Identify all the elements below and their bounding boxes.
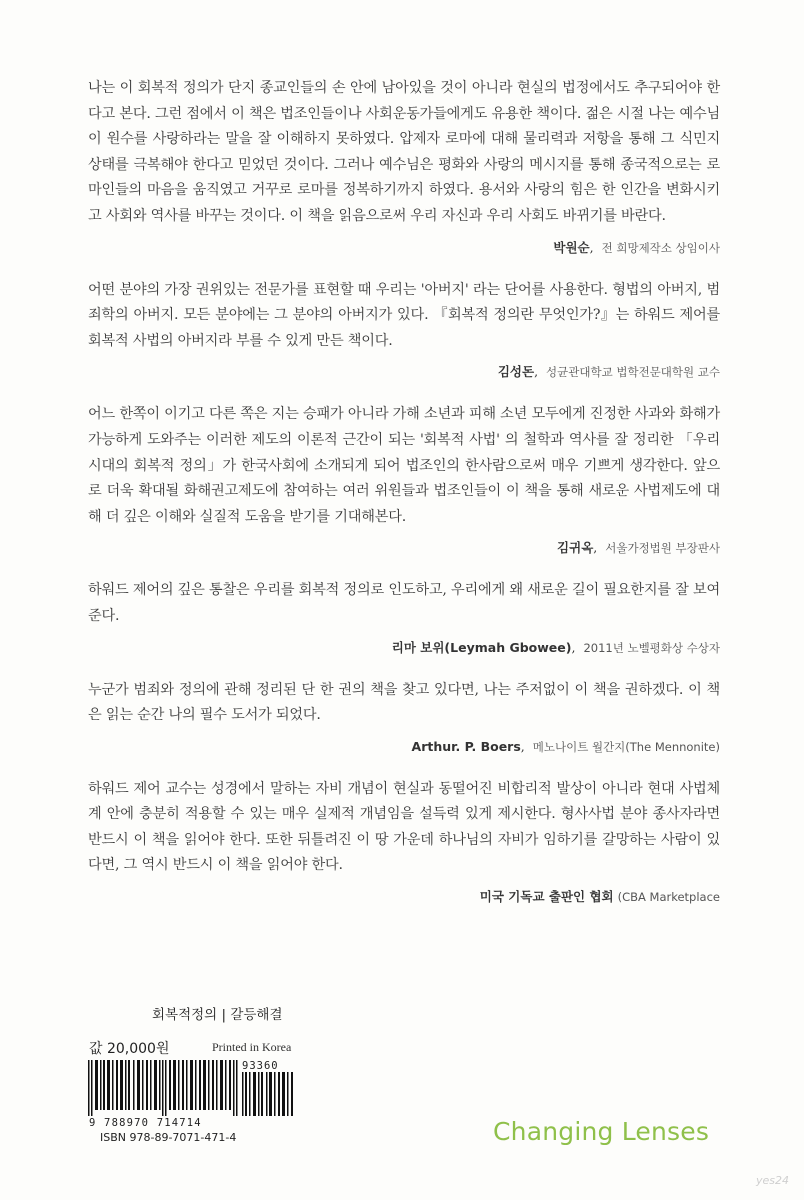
review-text: 어떤 분야의 가장 권위있는 전문가를 표현할 때 우리는 '아버지' 라는 단어를 사용한다. 형법의 아버지, 범죄학의 아버지. 모든 분야에는 그 분야의 아버지가 있다. 『회복적 정의란 무엇인가?』는 하워드 제어를 회복적 사법의 아버지라 부를 수 있게 만든 책이다. xyxy=(88,281,720,349)
reviewer-title: 서울가정법원 부장판사 xyxy=(605,541,720,556)
reviewer-name: Arthur. P. Boers xyxy=(411,738,521,754)
review-5 xyxy=(88,678,720,757)
reviewer-title: 2011년 노벨평화상 수상자 xyxy=(583,640,720,655)
review-attribution: 김귀옥, 서울가정법원 부장판사 xyxy=(557,540,720,556)
reviewer-title: (CBA Marketplace xyxy=(617,890,720,905)
review-attribution: Arthur. P. Boers, 메노나이트 월간지(The Mennonite) xyxy=(411,738,720,754)
addon-code: 93360 xyxy=(242,1060,279,1072)
review-text: 누군가 범죄와 정의에 관해 정리된 단 한 권의 책을 찾고 있다면, 나는 주저없이 이 책을 권하겠다. 이 책은 읽는 순간 나의 필수 도서가 되었다. xyxy=(88,681,720,724)
reviewer-name: 김귀옥 xyxy=(557,540,594,556)
reviewer-name: 김성돈 xyxy=(497,364,535,380)
price-label: 값 20,000원 xyxy=(89,1041,170,1057)
addon-barcode-icon xyxy=(242,1072,296,1116)
review-2 xyxy=(88,278,720,383)
ean-digits: 9 788970 714714 xyxy=(89,1117,202,1129)
review-text: 하워드 제어의 깊은 통찰은 우리를 회복적 정의로 인도하고, 우리에게 왜 새로운 길이 필요한지를 잘 보여준다. xyxy=(88,582,720,624)
review-4 xyxy=(88,578,720,657)
reviewer-name: 박원순 xyxy=(553,239,590,255)
reviewer-title: 메노나이트 월간지(The Mennonite) xyxy=(532,739,720,754)
review-attribution: 박원순, 전 희망제작소 상임이사 xyxy=(553,239,720,255)
printed-in-label: Printed in Korea xyxy=(212,1040,292,1054)
review-attribution: 김성돈, 성균관대학교 법학전문대학원 교수 xyxy=(497,364,720,380)
brand-logo-text: Changing Lenses xyxy=(493,1117,710,1146)
watermark: yes24 xyxy=(756,1174,790,1187)
series-label: 회복적정의 | 갈등해결 xyxy=(152,1007,283,1023)
review-attribution: 리마 보위(Leymah Gbowee), 2011년 노벨평화상 수상자 xyxy=(391,639,720,655)
reviewer-name: 미국 기독교 출판인 협회 xyxy=(479,889,614,905)
review-3 xyxy=(88,402,720,558)
review-1 xyxy=(88,76,720,258)
endorsements xyxy=(88,76,720,927)
reviewer-title: 성균관대학교 법학전문대학원 교수 xyxy=(546,365,720,380)
isbn-barcode-icon xyxy=(88,1060,240,1116)
review-text: 하워드 제어 교수는 성경에서 말하는 자비 개념이 현실과 동떨어진 비합리적 발상이 아니라 현대 사법체계 안에 충분히 적용할 수 있는 매우 실제적 개념임을 설득력 있게 제시한다. 형사사법 분야 종사자라면 반드시 이 책을 읽어야 한다. 또한 뒤틀려진 이 땅 가운데 하나님의 자비가 임하기를 갈망하는 사람이 있다면, 그 역시 반드시 이 책을 읽어야 한다. xyxy=(88,780,720,874)
reviewer-name: 리마 보위(Leymah Gbowee) xyxy=(391,639,572,655)
isbn-number: ISBN 978-89-7071-471-4 xyxy=(100,1131,237,1144)
reviewer-title: 전 희망제작소 상임이사 xyxy=(601,240,720,255)
review-6 xyxy=(88,777,720,907)
review-text: 나는 이 회복적 정의가 단지 종교인들의 손 안에 남아있을 것이 아니라 현실의 법정에서도 추구되어야 한다고 본다. 그런 점에서 이 책은 법조인들이나 사회운동가들에게도 유용한 책이다. 젊은 시절 나는 예수님이 원수를 사랑하라는 말을 잘 이해하지 못하였다. 압제자 로마에 대해 물리력과 저항을 통해 그 식민지 상태를 극복해야 한다고 믿었던 것이다. 그러나 예수님은 평화와 사랑의 메시지를 통해 종국적으로는 로마인들의 마음을 움직였고 거꾸로 로마를 정복하기까지 하였다. 용서와 사랑의 힘은 한 인간을 변화시키고 사회와 역사를 바꾸는 것이다. 이 책을 읽음으로써 우리 자신과 우리 사회도 바뀌기를 바란다. xyxy=(88,80,720,224)
review-text: 어느 한쪽이 이기고 다른 쪽은 지는 승패가 아니라 가해 소년과 피해 소년 모두에게 진정한 사과와 화해가 가능하게 도와주는 이러한 제도의 이론적 근간이 되는 '회복적 사법' 의 철학과 역사를 잘 정리한 「우리 시대의 회복적 정의」가 한국사회에 소개되게 되어 법조인의 한사람으로써 매우 기쁘게 생각한다. 앞으로 더욱 확대될 화해권고제도에 참여하는 여러 위원들과 법조인들이 이 책을 통해 새로운 사법제도에 대해 더 깊은 이해와 실질적 도움을 받기를 기대해본다. xyxy=(88,406,720,525)
review-attribution xyxy=(88,887,720,907)
